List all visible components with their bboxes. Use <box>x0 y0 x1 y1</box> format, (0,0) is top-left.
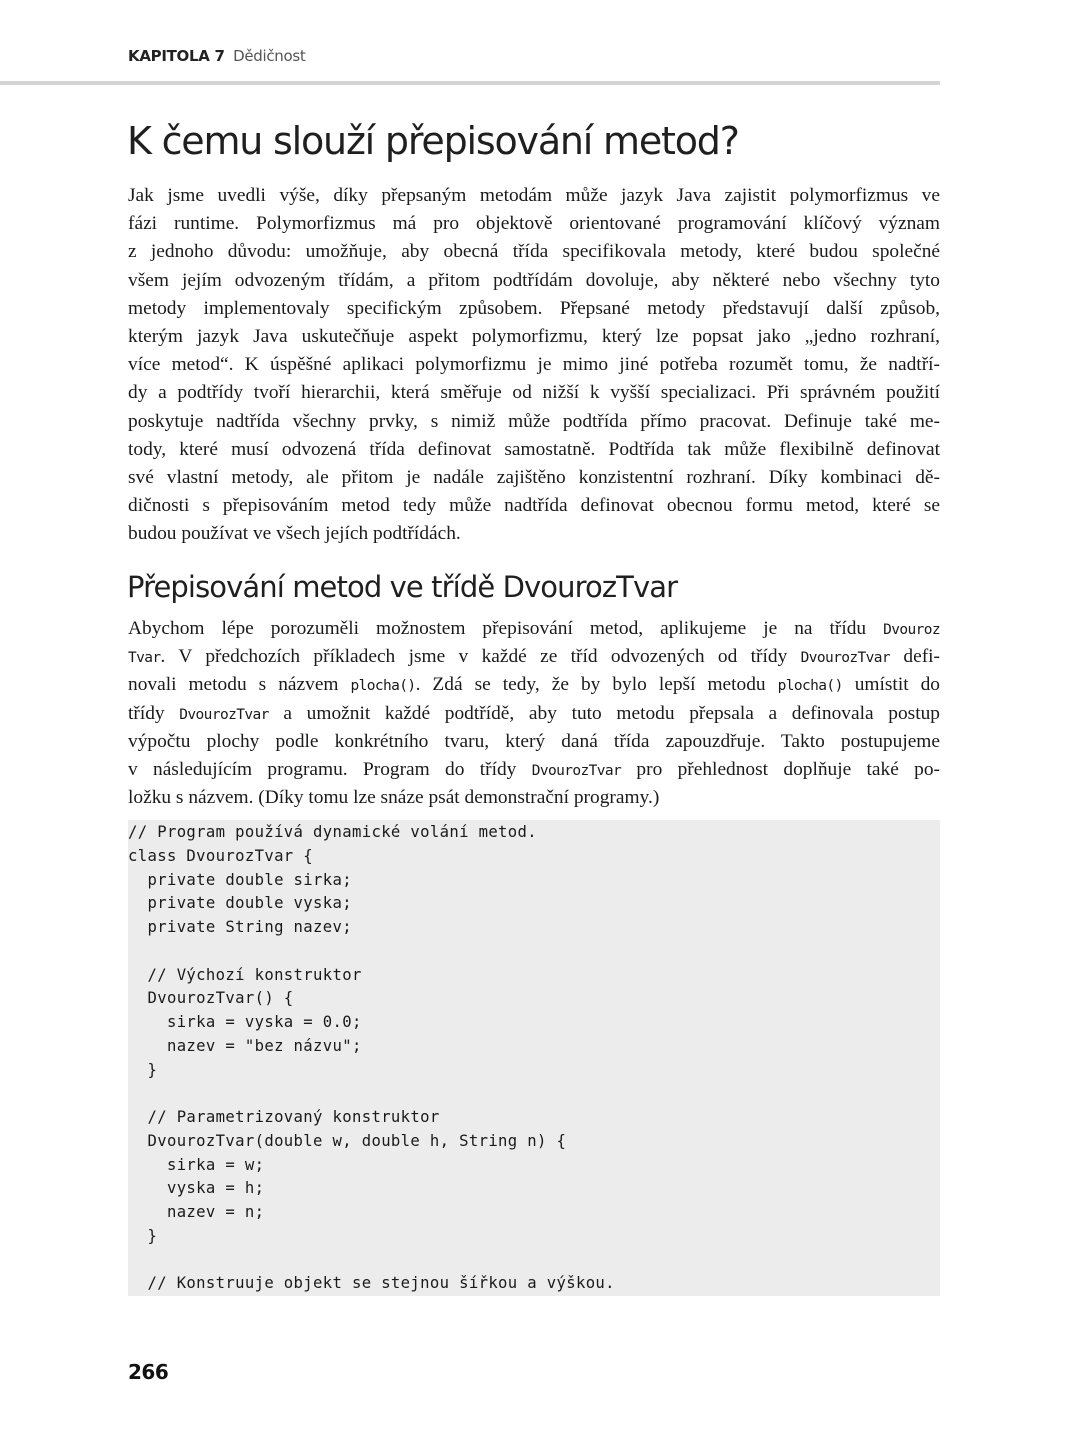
text: . V předchozích příkladech jsme v každé ze tříd odvozených od třídy <box>160 646 801 668</box>
code-line: sirka = w; <box>128 1155 265 1174</box>
text: v následujícím programu. Program do třídy <box>128 758 532 780</box>
code-line: // Konstruuje objekt se stejnou šířkou a výškou. <box>128 1274 615 1293</box>
text-line <box>128 700 940 728</box>
code-line: // Program používá dynamické volání metod. <box>128 823 538 841</box>
code-line <box>128 940 940 964</box>
code-line: // Parametrizovaný konstruktor <box>128 1108 440 1126</box>
text: . Zdá se tedy, že by bylo lepší metodu <box>415 674 778 696</box>
text-line <box>128 615 940 643</box>
text-line: své vlastní metody, ale přitom je nadále zajištěno konzistentní rozhraní. Díky kombinaci dě- <box>128 466 940 488</box>
text-line <box>128 671 940 699</box>
text-line: poskytuje nadtřída všechny prvky, s nimiž může podtřída přímo pracovat. Definuje také me- <box>128 410 940 432</box>
text-line: ložku s názvem. (Díky tomu lze snáze psát demonstrační programy.) <box>128 787 660 809</box>
text-line: z jednoho důvodu: umožňuje, aby obecná třída specifikovala metody, které budou společné <box>128 241 940 263</box>
text: umístit do <box>842 674 940 696</box>
code-line: private String nazev; <box>128 918 352 936</box>
code-line: private double sirka; <box>128 870 352 889</box>
chapter-title: Dědičnost <box>233 47 306 65</box>
code-listing <box>128 820 940 1296</box>
inline-code: Tvar <box>128 650 161 667</box>
section-title: K čemu slouží přepisování metod? <box>127 119 739 163</box>
code-line: class DvourozTvar { <box>128 846 314 865</box>
code-line: nazev = n; <box>128 1203 265 1221</box>
code-pre <box>128 820 940 1296</box>
text-line <box>128 756 940 784</box>
text-line: více metod“. K úspěšné aplikaci polymorfizmu je mimo jiné potřeba rozumět tomu, že nadtří- <box>128 354 940 376</box>
code-line: vyska = h; <box>128 1179 265 1198</box>
inline-code: DvourozTvar <box>531 762 622 779</box>
text: a umožnit každé podtřídě, aby tuto metodu přepsala a definovala postup <box>268 702 940 724</box>
text-line: výpočtu plochy podle konkrétního tvaru, který daná třída zapouzdřuje. Takto postupujeme <box>128 730 940 752</box>
chapter-label: KAPITOLA 7 <box>128 47 225 65</box>
text-line: fázi runtime. Polymorfizmus má pro objektově orientované programování klíčový význam <box>128 213 940 235</box>
text-line: dy a podtřídy tvoří hierarchii, která směřuje od nižší k vyšší specializaci. Při správném použití <box>128 382 940 404</box>
code-line <box>128 1082 940 1106</box>
text-line: dičnosti s přepisováním metod tedy může nadtřída definovat obecnou formu metod, které se <box>128 495 940 517</box>
inline-code: plocha() <box>777 678 843 695</box>
subsection-title: Přepisování metod ve třídě DvourozTvar <box>127 570 678 604</box>
paragraph-dvouroztvar <box>128 615 940 812</box>
text-line: Jak jsme uvedli výše, díky přepsaným metodám může jazyk Java zajistit polymorfizmus ve <box>128 185 940 206</box>
text-line <box>128 643 940 671</box>
inline-code: Dvouroz <box>883 622 940 638</box>
text-line: metody implementovaly specifickým způsobem. Přepsané metody představují další způsob, <box>128 297 940 319</box>
header-rule <box>0 81 940 85</box>
text: novali metodu s názvem <box>128 674 351 696</box>
code-line: } <box>128 1060 158 1079</box>
text-line: kterým jazyk Java uskutečňuje aspekt polymorfizmu, který lze popsat jako „jedno rozhraní, <box>128 325 940 347</box>
code-line: sirka = vyska = 0.0; <box>128 1013 362 1031</box>
text: pro přehlednost doplňuje také po- <box>621 758 941 780</box>
text-line: všem jejím odvozeným třídám, a přitom podtřídám dovoluje, aby některé nebo všechny tyto <box>128 269 940 291</box>
running-head <box>128 47 306 65</box>
text: třídy <box>128 702 180 724</box>
page-number: 266 <box>128 1360 169 1384</box>
code-line: } <box>128 1226 158 1245</box>
code-line: nazev = "bez názvu"; <box>128 1036 362 1055</box>
text: defi- <box>890 646 940 668</box>
code-line: private double vyska; <box>128 894 352 913</box>
text-line: tody, které musí odvozená třída definovat samostatně. Podtřída tak může flexibilně definovat <box>128 438 940 460</box>
inline-code: DvourozTvar <box>179 706 269 723</box>
code-line: DvourozTvar(double w, double h, String n) { <box>128 1131 567 1150</box>
code-line <box>128 1249 940 1273</box>
inline-code: plocha() <box>350 678 416 695</box>
code-line: // Výchozí konstruktor <box>128 965 362 984</box>
paragraph-polymorphism <box>128 182 940 548</box>
inline-code: DvourozTvar <box>800 650 891 667</box>
text: Abychom lépe porozuměli možnostem přepisování metod, aplikujeme je na třídu <box>128 618 884 639</box>
code-line: DvourozTvar() { <box>128 989 294 1008</box>
text-line: budou používat ve všech jejích podtřídách. <box>128 523 461 545</box>
